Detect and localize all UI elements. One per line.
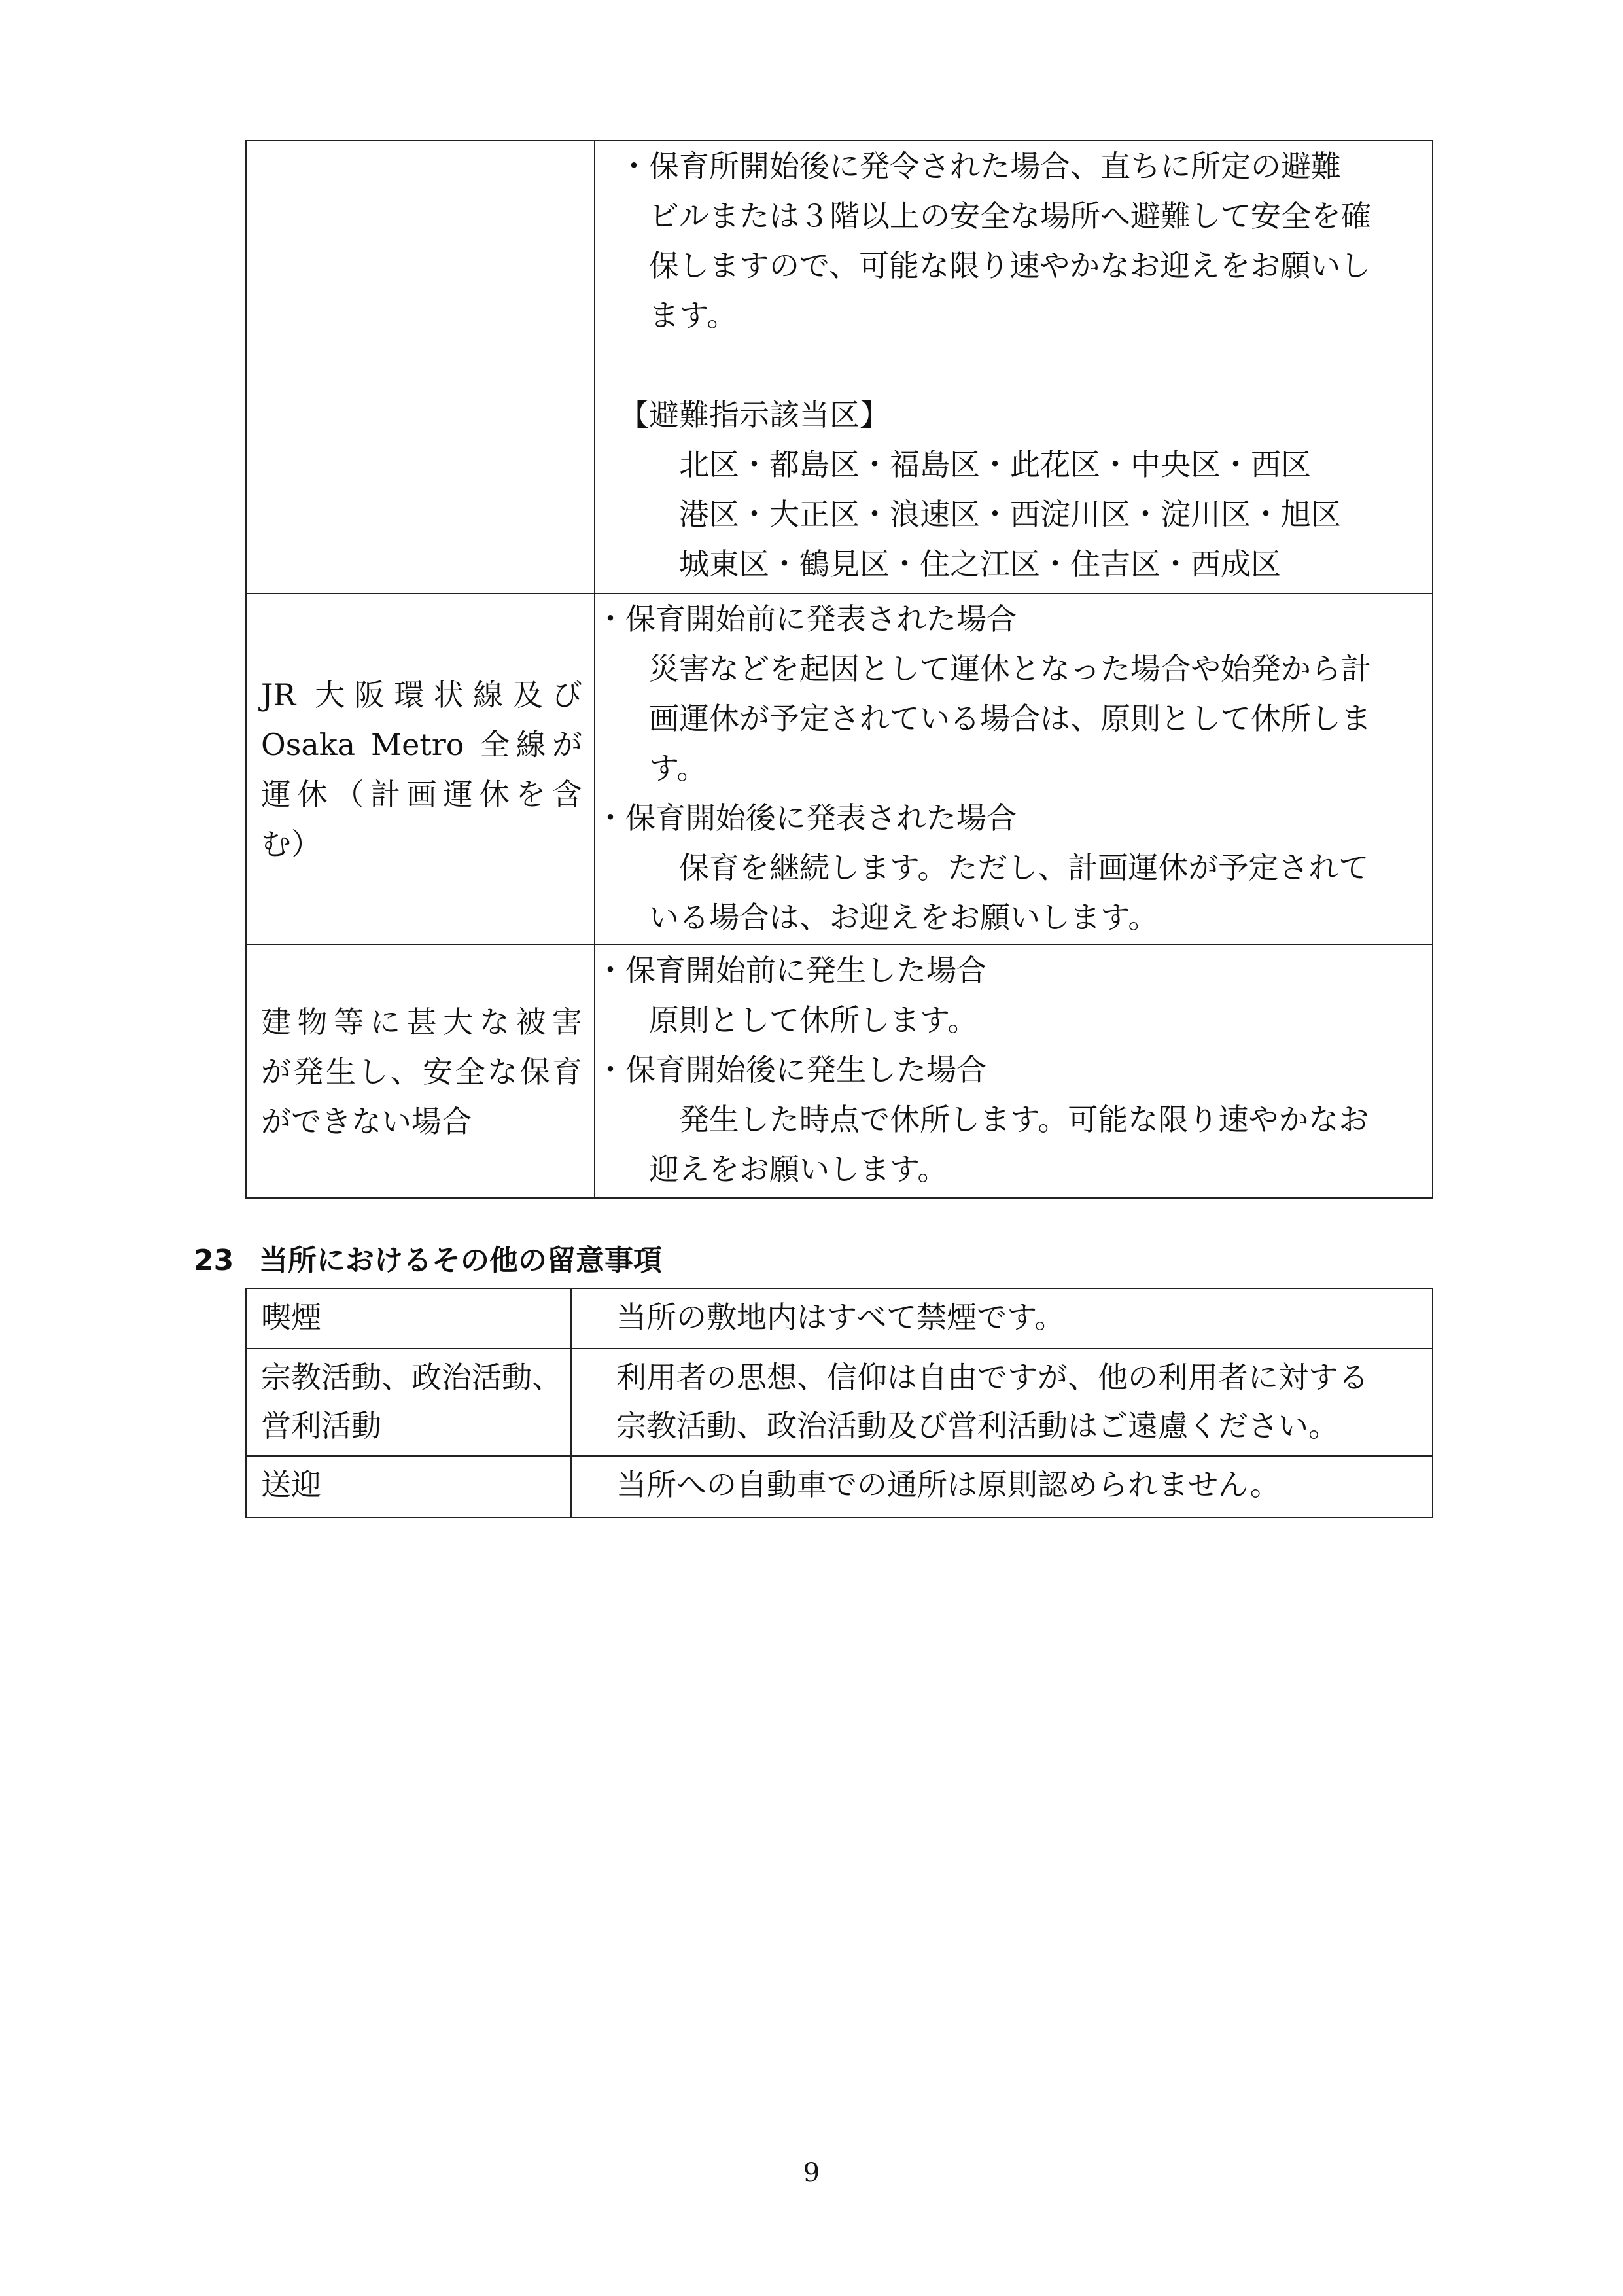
condition-line: JR 大阪環状線及び [261, 677, 582, 713]
item-label: 宗教活動、政治活動、 [261, 1360, 562, 1395]
item-cell [246, 1349, 571, 1456]
response-line: ・保育開始前に発表された場合 [595, 601, 1017, 637]
section-heading [194, 1241, 662, 1280]
table-row [246, 1456, 1433, 1517]
response-text [595, 594, 1432, 942]
desc-cell [571, 1349, 1433, 1456]
response-line: 災害などを起因として運休となった場合や始発から計 [649, 651, 1371, 686]
condition-line: ができない場合 [261, 1103, 472, 1139]
response-line: ・保育開始前に発生した場合 [595, 953, 986, 988]
condition-line: Osaka Metro 全線が [261, 726, 582, 762]
item-desc: 当所への自動車での通所は原則認められません。 [616, 1467, 1280, 1502]
response-line: 画運休が予定されている場合は、原則として休所しま [649, 701, 1371, 736]
condition-line: が発生し、安全な保育 [261, 1053, 582, 1089]
response-line: ビルまたは３階以上の安全な場所へ避難して安全を確 [649, 198, 1371, 234]
response-line: ・保育開始後に発生した場合 [595, 1052, 986, 1087]
table-row [246, 141, 1433, 593]
condition-cell [246, 593, 595, 945]
response-line: 城東区・鶴見区・住之江区・住吉区・西成区 [679, 546, 1281, 582]
emergency-closure-table [245, 140, 1433, 1199]
response-text [595, 141, 1432, 589]
section-title: 当所におけるその他の留意事項 [259, 1244, 662, 1277]
item-desc: 宗教活動、政治活動及び営利活動はご遠慮ください。 [616, 1408, 1338, 1443]
desc-cell [571, 1288, 1433, 1349]
response-line: 原則として休所します。 [649, 1002, 978, 1038]
desc-cell [571, 1456, 1433, 1517]
table-row [246, 1349, 1433, 1456]
page-number: 9 [803, 2158, 820, 2188]
response-cell [595, 945, 1433, 1198]
response-line: ・保育開始後に発表された場合 [595, 800, 1017, 836]
response-cell [595, 141, 1433, 593]
response-line: 【避難指示該当区】 [619, 397, 890, 433]
response-line: 発生した時点で休所します。可能な限り速やかなお [679, 1102, 1369, 1137]
condition-line: 建物等に甚大な被害 [261, 1004, 582, 1040]
item-label: 送迎 [261, 1467, 321, 1502]
response-line: 北区・都島区・福島区・此花区・中央区・西区 [679, 447, 1311, 482]
other-notes-table [245, 1288, 1433, 1518]
item-desc: 当所の敷地内はすべて禁煙です。 [616, 1299, 1065, 1335]
blank-line [595, 340, 1432, 390]
item-cell [246, 1288, 571, 1349]
response-line: ・保育所開始後に発令された場合、直ちに所定の避難 [619, 149, 1341, 184]
response-line: 迎えをお願いします。 [649, 1152, 948, 1187]
item-desc: 利用者の思想、信仰は自由ですが、他の利用者に対する [616, 1360, 1369, 1395]
item-label: 営利活動 [261, 1408, 381, 1443]
condition-cell [246, 945, 595, 1198]
response-line: 港区・大正区・浪速区・西淀川区・淀川区・旭区 [679, 497, 1341, 532]
item-label: 喫煙 [261, 1299, 321, 1335]
response-line: ます。 [649, 298, 737, 333]
table-row [246, 1288, 1433, 1349]
table-row [246, 593, 1433, 945]
table-row [246, 945, 1433, 1198]
condition-line: 運休（計画運休を含 [261, 776, 582, 812]
condition-cell [246, 141, 595, 593]
response-line: いる場合は、お迎えをお願いします。 [649, 900, 1159, 935]
response-text [595, 945, 1432, 1194]
condition-line: む） [261, 826, 321, 862]
response-line: 保しますので、可能な限り速やかなお迎えをお願いし [649, 248, 1371, 283]
section-number: 23 [194, 1244, 234, 1277]
response-cell [595, 593, 1433, 945]
response-line: 保育を継続します。ただし、計画運休が予定されて [679, 850, 1369, 885]
response-line: す。 [649, 751, 707, 786]
item-cell [246, 1456, 571, 1517]
